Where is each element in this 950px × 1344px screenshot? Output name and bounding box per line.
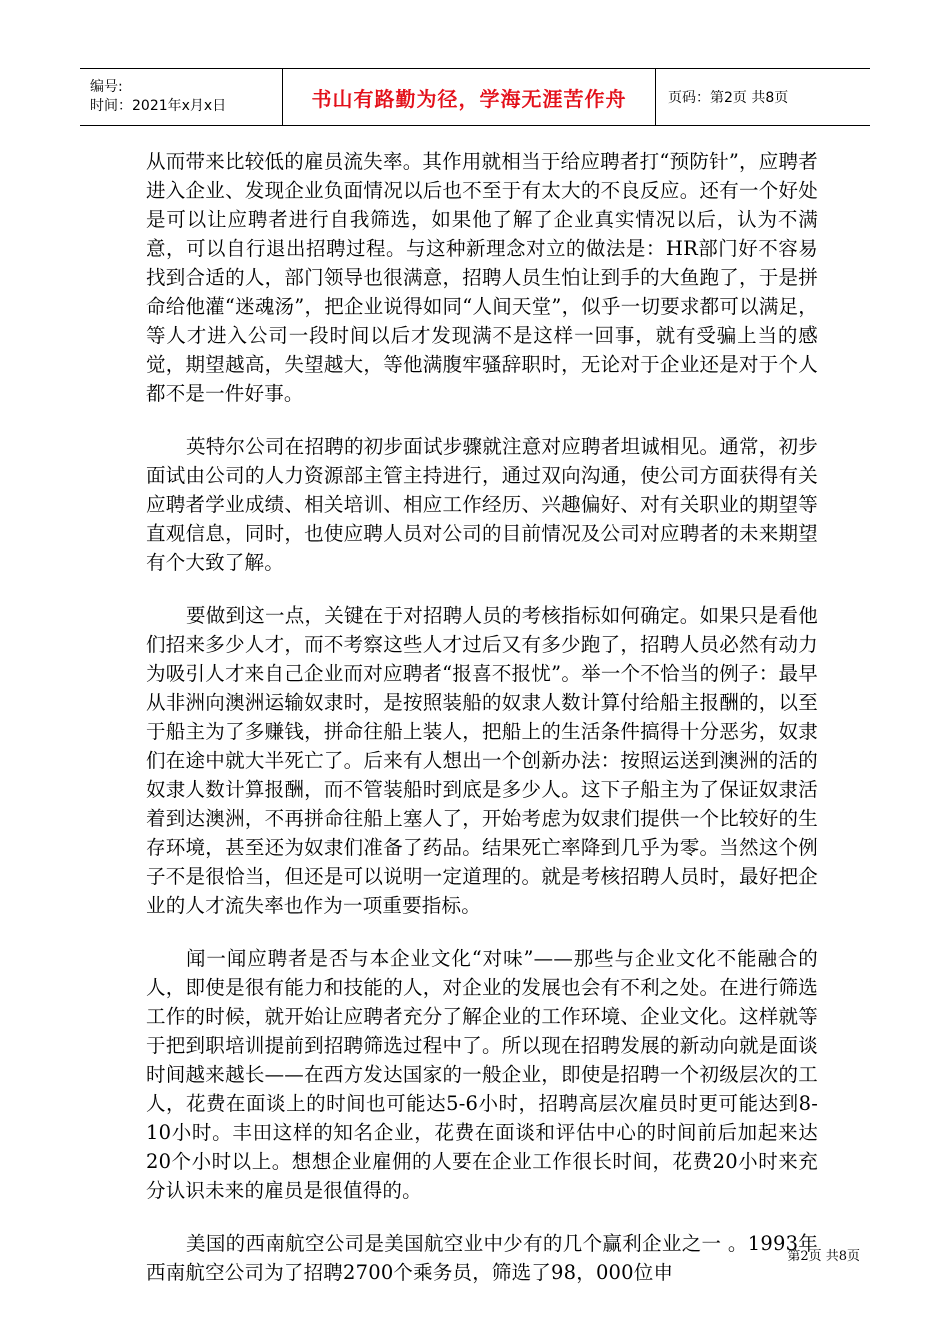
document-number-label: 编号: — [90, 79, 123, 95]
paragraph: 英特尔公司在招聘的初步面试步骤就注意对应聘者坦诚相见。通常，初步面试由公司的人力资源部主管主持进行，通过双向沟通，使公司方面获得有关应聘者学业成绩、相关培训、相应工作经历、兴趣偏好、对有关职业的期望等直观信息，同时，也使应聘人员对公司的目前情况及公司对应聘者的未来期望有个大致了解。 — [146, 435, 818, 574]
page-footer — [787, 1245, 860, 1264]
paragraph: 闻一闻应聘者是否与本企业文化“对味”——那些与企业文化不能融合的人，即使是很有能力和技能的人，对企业的发展也会有不利之处。在进行筛选工作的时候，就开始让应聘者充分了解企业的工作环境、企业文化。这样就等于把到职培训提前到招聘筛选过程中了。所以现在招聘发展的新动向就是面谈时间越来越长——在西方发达国家的一般企业，即使是招聘一个初级层次的工人，花费在面谈上的时间也可能达5-6小时，招聘高层次雇员时更可能达到8-10小时。丰田这样的知名企业，花费在面谈和评估中心的时间前后加起来达20个小时以上。想想企业雇佣的人要在企业工作很长时间，花费20小时来充分认识未来的雇员是很值得的。 — [146, 947, 818, 1202]
header-page-info-cell — [656, 69, 870, 125]
header-motto: 书山有路勤为径，学海无涯苦作舟 — [311, 86, 627, 111]
paragraph: 美国的西南航空公司是美国航空业中少有的几个赢利企业之一 。1993年西南航空公司为了招聘2700个乘务员，筛选了98，000位申 — [146, 1232, 818, 1284]
footer-page-info: 第2页 共8页 — [787, 1249, 860, 1264]
document-body — [146, 147, 818, 1311]
paragraph: 要做到这一点，关键在于对招聘人员的考核指标如何确定。如果只是看他们招来多少人才，而不考察这些人才过后又有多少跑了，招聘人员必然有动力为吸引人才来自己企业而对应聘者“报喜不报忧”。举一个不恰当的例子：最早从非洲向澳洲运输奴隶时，是按照装船的奴隶人数计算付给船主报酬的，以至于船主为了多赚钱，拼命往船上装人，把船上的生活条件搞得十分恶劣，奴隶们在途中就大半死亡了。后来有人想出一个创新办法：按照运送到澳洲的活的奴隶人数计算报酬，而不管装船时到底是多少人。这下子船主为了保证奴隶活着到达澳洲，不再拼命往船上塞人了，开始考虑为奴隶们提供一个比较好的生存环境，甚至还为奴隶们准备了药品。结果死亡率降到几乎为零。当然这个例子不是很恰当，但还是可以说明一定道理的。就是考核招聘人员时，最好把企业的人才流失率也作为一项重要指标。 — [146, 604, 818, 917]
header-page-info: 页码：第2页 共8页 — [668, 90, 789, 106]
paragraph: 从而带来比较低的雇员流失率。其作用就相当于给应聘者打“预防针”，应聘者进入企业、发现企业负面情况以后也不至于有太大的不良反应。还有一个好处是可以让应聘者进行自我筛选，如果他了解了企业真实情况以后，认为不满意，可以自行退出招聘过程。与这种新理念对立的做法是：HR部门好不容易找到合适的人，部门领导也很满意，招聘人员生怕让到手的大鱼跑了，于是拼命给他灌“迷魂汤”，把企业说得如同“人间天堂”，似乎一切要求都可以满足，等人才进入公司一段时间以后才发现满不是这样一回事，就有受骗上当的感觉，期望越高，失望越大，等他满腹牢骚辞职时，无论对于企业还是对于个人都不是一件好事。 — [146, 150, 818, 405]
header-meta — [80, 69, 282, 125]
document-time: 时间：2021年x月x日 — [90, 98, 227, 114]
page-header — [80, 68, 870, 126]
header-motto-cell — [282, 69, 656, 125]
